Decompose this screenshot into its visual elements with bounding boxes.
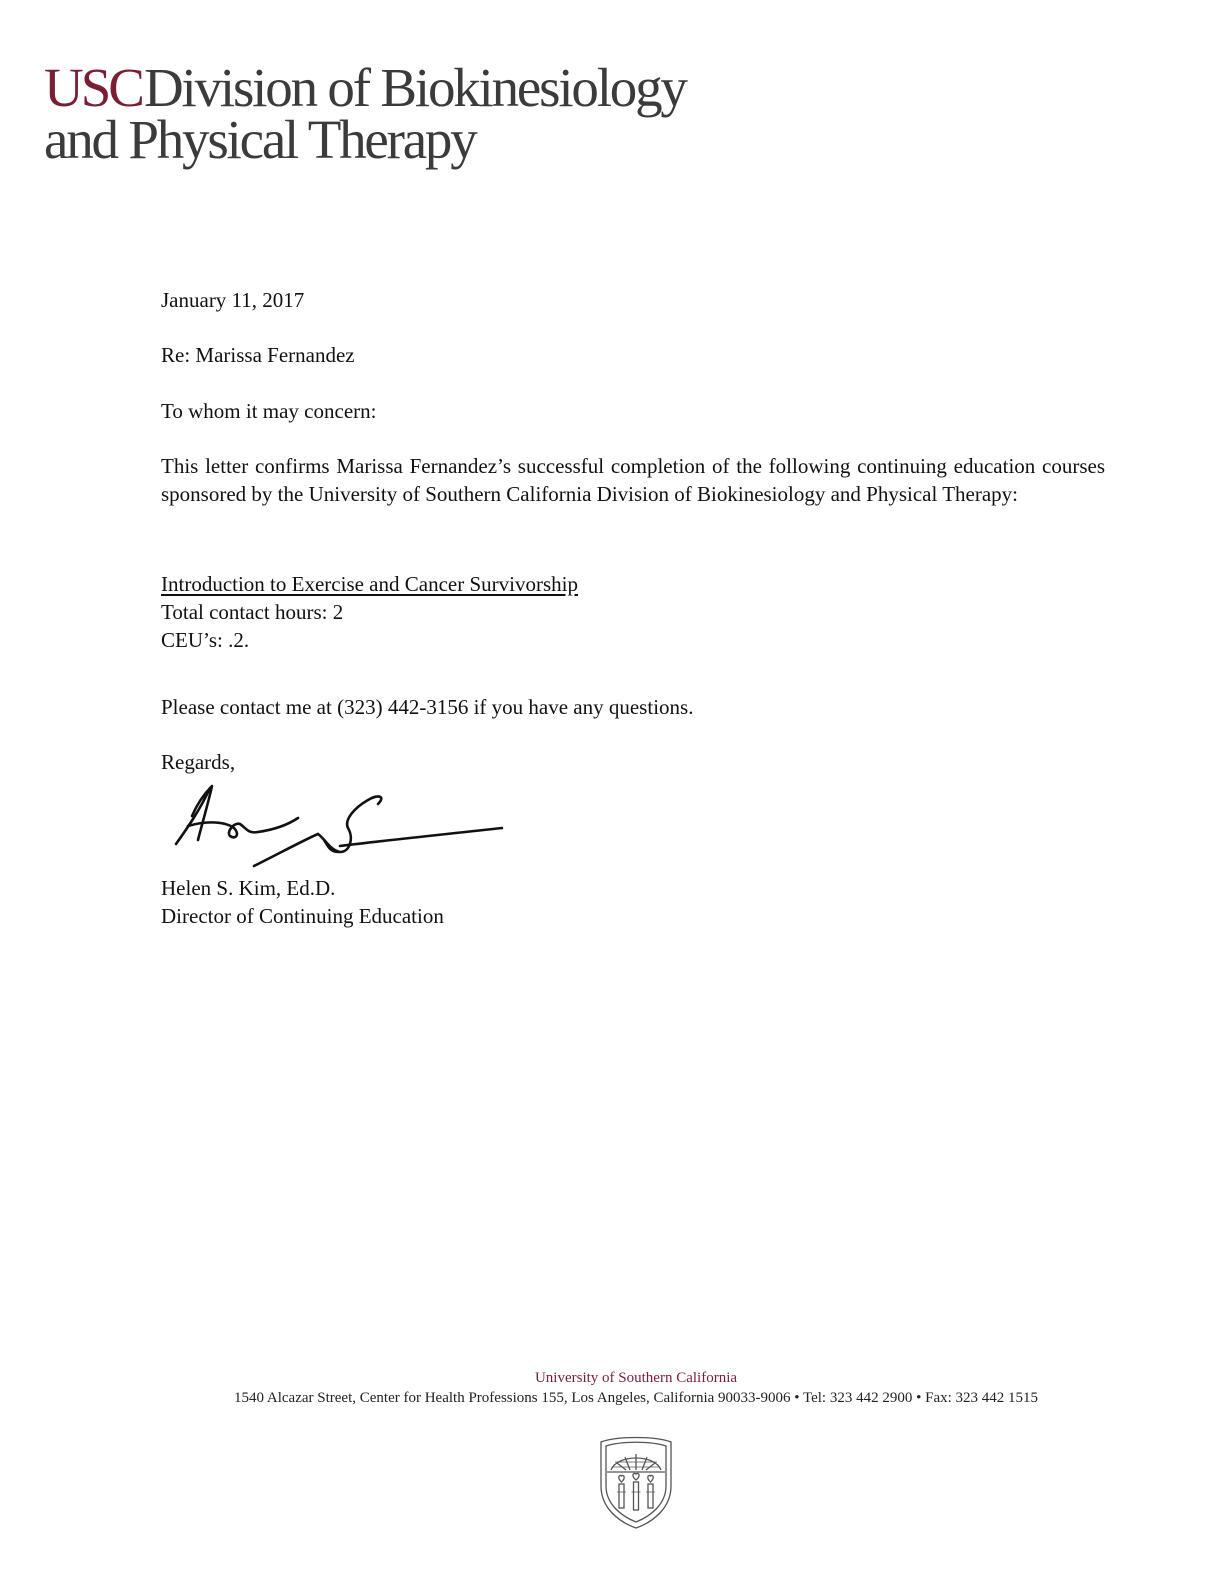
signer-name: Helen S. Kim, Ed.D. [161,876,336,900]
usc-wordmark: USC [44,57,142,118]
course-contact-hours: Total contact hours: 2 [161,600,344,624]
footer-university: University of Southern California [534,1370,738,1386]
letter-date: January 11, 2017 [161,288,305,312]
letterhead-division: Division of Biokinesiology [144,57,686,118]
letter-re-line: Re: Marissa Fernandez [161,343,355,367]
letterhead-line-1 [44,57,686,118]
letter-closing: Regards, [161,750,236,774]
letter-salutation: To whom it may concern: [161,399,377,423]
course-ceus: CEU’s: .2. [161,628,250,652]
letter-body-paragraph: This letter confirms Marissa Fernandez’s successful completion of the following continuing education courses sponsored by the University of Southern California Division of Biokinesiology and Physical Therapy: [161,454,1105,506]
course-info [161,570,1105,654]
letterhead [44,57,686,170]
signature-block [161,874,1105,930]
usc-seal-icon [595,1432,677,1530]
letterhead-line-2: and Physical Therapy [44,109,476,170]
signer-title: Director of Continuing Education [161,904,444,928]
letter-contact-line: Please contact me at (323) 442-3156 if you have any questions. [161,695,694,719]
signature-image [168,782,513,872]
footer-address: 1540 Alcazar Street, Center for Health Professions 155, Los Angeles, California 90033-9006 • Tel: 323 442 2900 • Fax: 323 442 1515 [233,1390,1039,1406]
course-title: Introduction to Exercise and Cancer Survivorship [161,572,578,596]
